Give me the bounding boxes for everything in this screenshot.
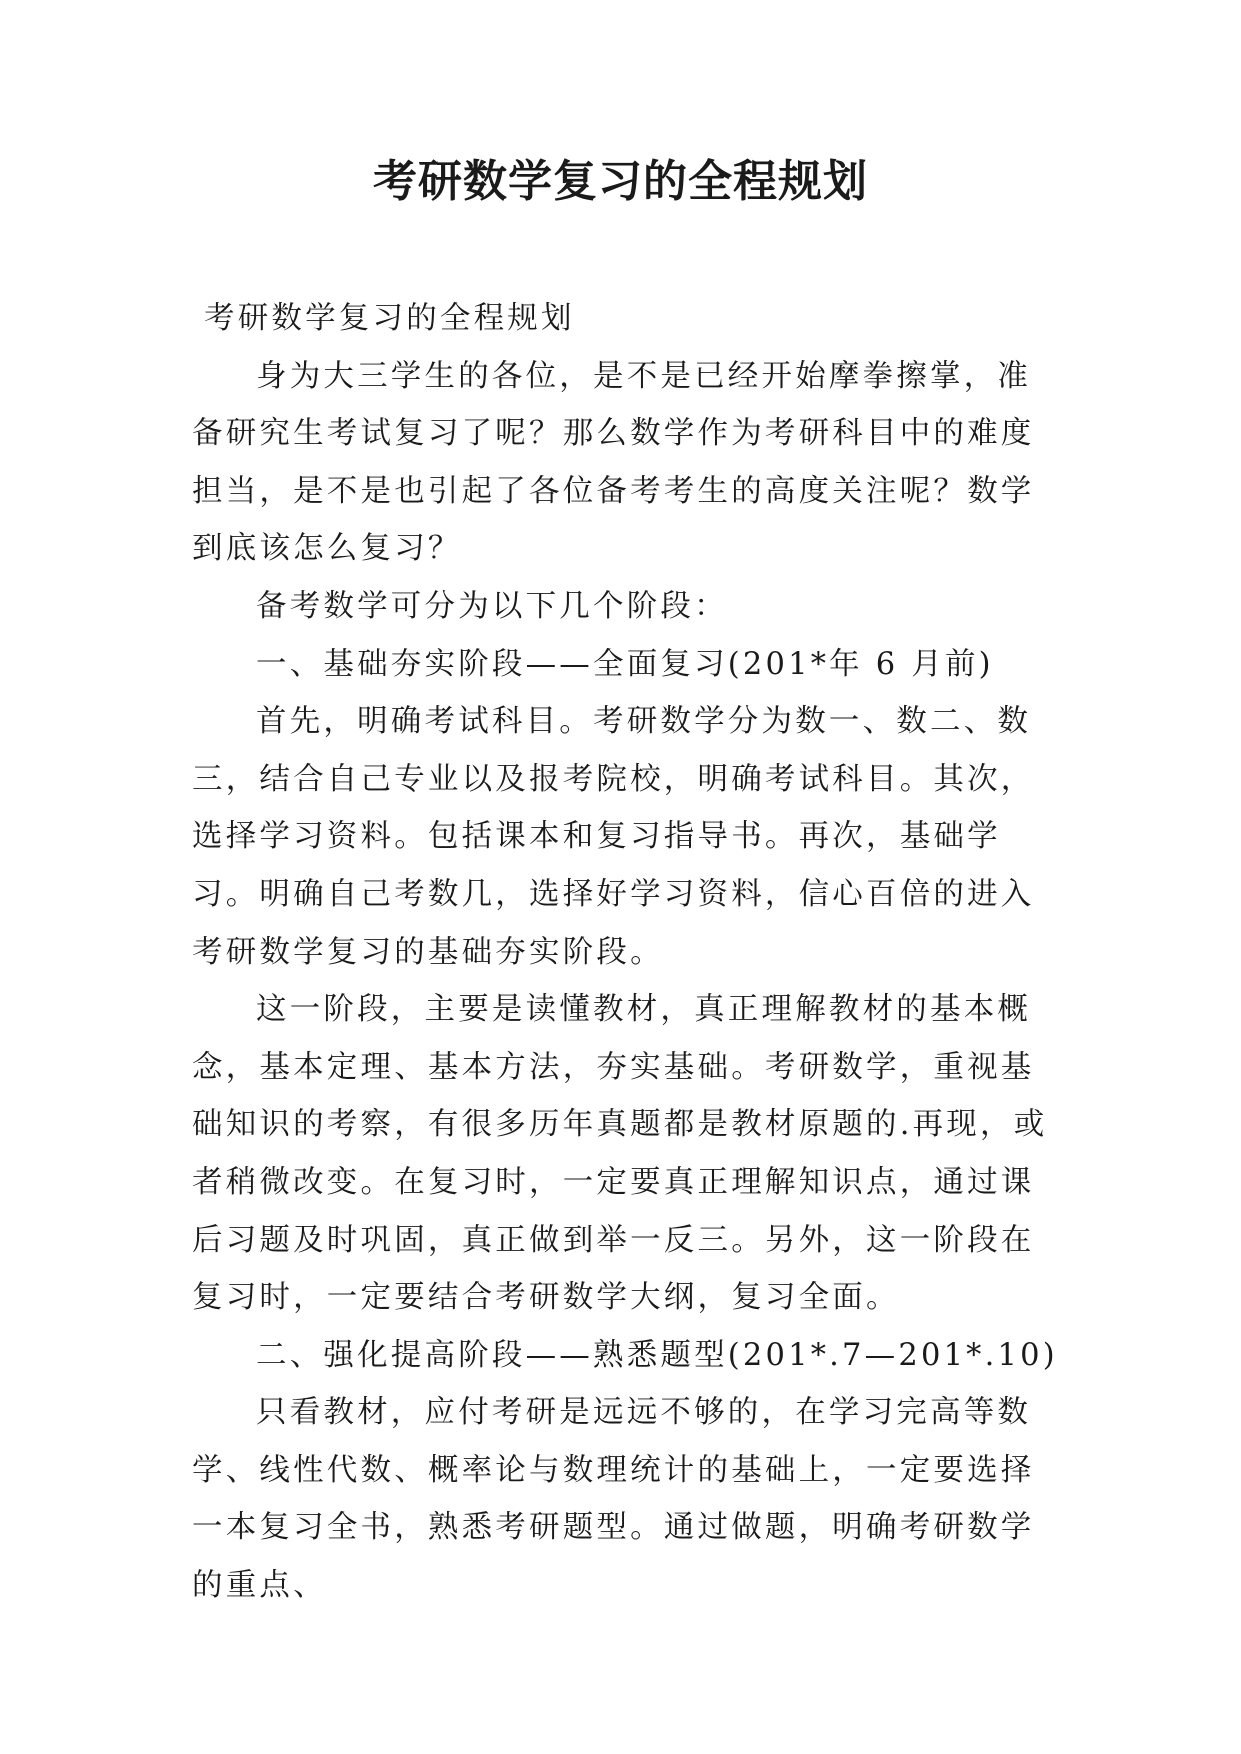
document-body <box>192 290 1062 1615</box>
document-title: 考研数学复习的全程规划 <box>373 156 868 207</box>
paragraph-stage-one-details: 这一阶段，主要是读懂教材，真正理解教材的基本概念，基本定理、基本方法，夯实基础。考研数学，重视基础知识的考察，有很多历年真题都是教材原题的.再现，或者稍微改变。在复习时，一定要真正理解知识点，通过课后习题及时巩固，真正做到举一反三。另外，这一阶段在复习时，一定要结合考研数学大纲，复习全面。 <box>192 992 1048 1316</box>
section-heading-stage-one: 一、基础夯实阶段——全面复习(201*年 6 月前) <box>256 646 994 682</box>
paragraph-stage-one-steps: 首先，明确考试科目。考研数学分为数一、数二、数三，结合自己专业以及报考院校，明确考试科目。其次，选择学习资料。包括课本和复习指导书。再次，基础学习。明确自己考数几，选择好学习资料，信心百倍的进入考研数学复习的基础夯实阶段。 <box>192 704 1035 970</box>
paragraph-intro: 身为大三学生的各位，是不是已经开始摩拳擦掌，准备研究生考试复习了呢？那么数学作为考研科目中的难度担当，是不是也引起了各位备考考生的高度关注呢？数学到底该怎么复习？ <box>192 358 1035 567</box>
paragraph-stages-intro: 备考数学可分为以下几个阶段： <box>256 588 728 624</box>
paragraph-stage-two: 只看教材，应付考研是远远不够的，在学习完高等数学、线性代数、概率论与数理统计的基础上，一定要选择一本复习全书，熟悉考研题型。通过做题，明确考研数学的重点、 <box>192 1395 1035 1604</box>
document-subtitle: 考研数学复习的全程规划 <box>204 301 575 336</box>
section-heading-stage-two: 二、强化提高阶段——熟悉题型(201*.7—201*.10) <box>256 1337 1058 1373</box>
